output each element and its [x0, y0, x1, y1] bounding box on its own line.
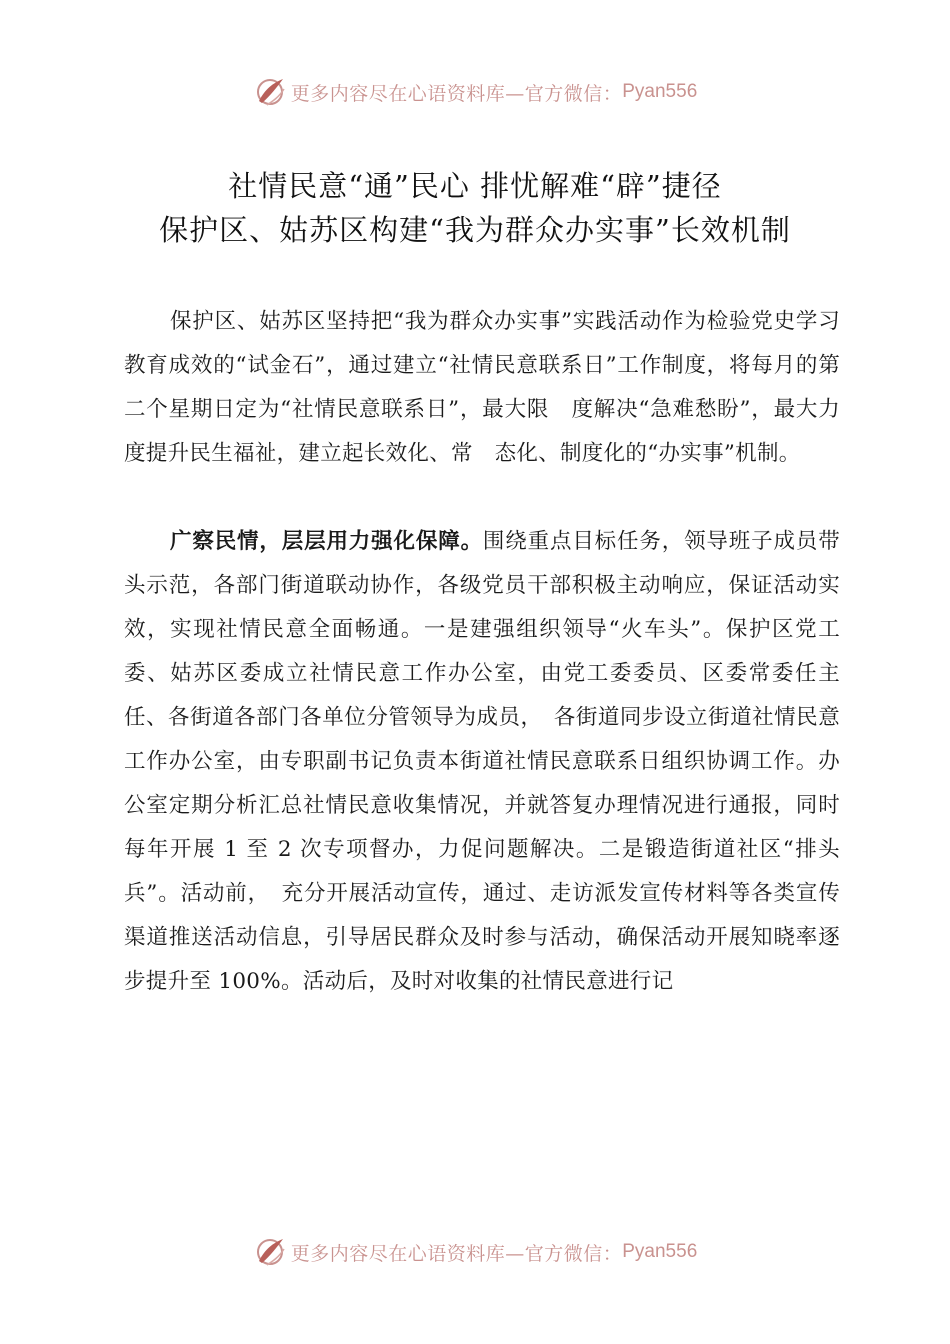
paragraph-intro: 保护区、姑苏区坚持把“我为群众办实事”实践活动作为检验党史学习教育成效的“试金石”，通过建立“社情民意联系日”工作制度，将每月的第二个星期日定为“社情民意联系日”，最大限 度解决“急难愁盼”，最大力度提升民生福祉，建立起长效化、常 态化、制度化的“办实事”机制。 [124, 309, 840, 466]
brush-logo-icon [253, 75, 287, 109]
paragraph-measures [124, 520, 840, 1004]
banner-text: 更多内容尽在心语资料库—官方微信： [290, 82, 623, 105]
brush-logo-icon [253, 1235, 287, 1269]
banner-wechat-id: Pyan556 [622, 81, 698, 102]
footer-watermark-banner [0, 1232, 950, 1272]
banner-text: 更多内容尽在心语资料库—官方微信： [290, 1242, 623, 1265]
paragraph-measures-body: 围绕重点目标任务，领导班子成员带头示范，各部门街道联动协作，各级党员干部积极主动响应，保证活动实效，实现社情民意全面畅通。一是建强组织领导“火车头”。保护区党工委、姑苏区委成立社情民意工作办公室，由党工委委员、区委常委任主任、各街道各部门各单位分管领导为成员， 各街道同步设立街道社情民意工作办公室，由专职副书记负责本街道社情民意联系日组织协调工作。办公室定期分析汇总社情民意收集情况，并就答复办理情况进行通报，同时每年开展 1 至 2 次专项督办，力促问题解决。二是锻造街道社区“排头兵”。活动前， 充分开展活动宣传，通过、走访派发宣传材料等各类宣传渠道推送活动信息，引导居民群众及时参与活动，确保活动开展知晓率逐步提升至 100%。活动后，及时对收集的社情民意进行记 [124, 529, 840, 994]
document-title-line2: 保护区、姑苏区构建“我为群众办实事”长效机制 [159, 213, 791, 247]
header-watermark-banner [0, 72, 950, 112]
paragraph-lead-heading: 广察民情，层层用力强化保障。 [170, 529, 483, 554]
banner-wechat-id: Pyan556 [622, 1241, 698, 1262]
document-title-line1: 社情民意“通”民心 排忧解难“辟”捷径 [228, 169, 722, 203]
